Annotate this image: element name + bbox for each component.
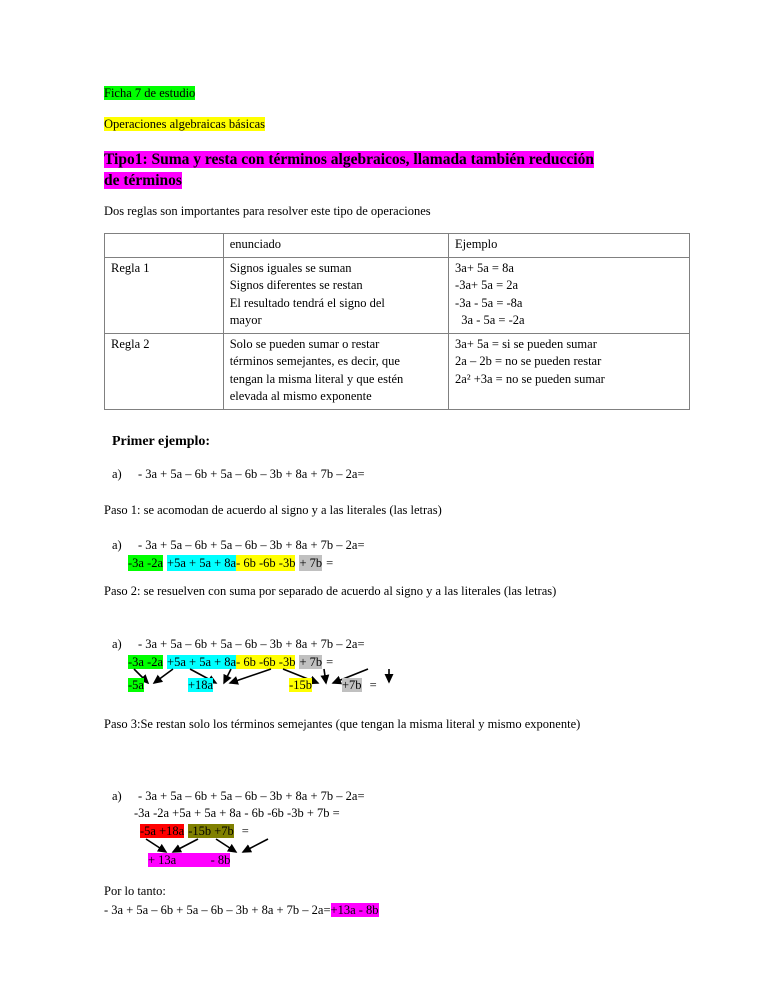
rule-2-statement-line: términos semejantes, es decir, que	[229, 354, 400, 368]
step1-equation: - 3a + 5a – 6b + 5a – 6b – 3b + 8a + 7b – 2a=	[137, 538, 365, 552]
step2-group-green: -3a -2a	[128, 655, 164, 669]
step2-result-cyan: +18a	[187, 678, 214, 692]
rule-2-statement-line: Solo se pueden sumar o restar	[229, 336, 380, 351]
step1-group-green: -3a -2a	[128, 556, 164, 570]
step2-result-equals: =	[369, 678, 377, 692]
table-header-row	[105, 234, 690, 258]
item-label: a)	[112, 538, 122, 552]
rule-2-statement-line: tengan la misma literal y que estén	[229, 371, 404, 386]
rule-1-statement	[223, 257, 448, 333]
item-label: a)	[112, 467, 122, 481]
example-equation-line	[112, 467, 365, 482]
step2-result-green: -5a	[128, 678, 144, 692]
rule-1-statement-line: El resultado tendrá el signo del	[229, 295, 385, 310]
step1-group-yellow: - 6b -6b -3b	[236, 556, 296, 570]
step2-text: Paso 2: se resuelven con suma por separado de acuerdo al signo y a las literales (las letras)	[104, 584, 557, 598]
rule-1-example-line: -3a+ 5a = 2a	[455, 278, 519, 292]
rule-2-example-line: 2a² +3a = no se pueden sumar	[455, 371, 605, 386]
conclusion-equation: - 3a + 5a – 6b + 5a – 6b – 3b + 8a + 7b – 2a=	[104, 903, 331, 917]
rule-1-example-line: 3a - 5a = -2a	[455, 313, 525, 327]
header-cell-enunciado: enunciado	[223, 234, 448, 258]
page-title	[104, 149, 604, 191]
item-label: a)	[112, 637, 122, 651]
step2-results	[128, 678, 377, 693]
rule-2-examples	[449, 333, 690, 409]
step1-equation-line	[112, 538, 365, 553]
subject-text: Operaciones algebraicas básicas	[104, 117, 266, 131]
step2-group-yellow: - 6b -6b -3b	[236, 655, 296, 669]
step3-plain-line: -3a -2a +5a + 5a + 8a - 6b -6b -3b + 7b =	[134, 806, 340, 820]
step3-text: Paso 3:Se restan solo los términos semejantes (que tengan la misma literal y mismo exponente)	[104, 717, 581, 731]
step1-group-gray: + 7b	[299, 556, 323, 570]
conclusion-result: +13a - 8b	[330, 903, 379, 917]
rule-1-examples	[449, 257, 690, 333]
step3-grouped-terms	[140, 824, 249, 839]
step2-result-gray: +7b	[342, 678, 362, 692]
table-row	[105, 257, 690, 333]
rule-2-statement-line: elevada al mismo exponente	[229, 389, 372, 403]
rule-1-example-line: 3a+ 5a = 8a	[455, 260, 514, 275]
conclusion-line	[104, 903, 379, 918]
step2-group-cyan: +5a + 5a + 8a	[167, 655, 237, 669]
step2-equals: =	[326, 655, 334, 669]
step1-grouped-terms	[128, 556, 333, 571]
example-equation: - 3a + 5a – 6b + 5a – 6b – 3b + 8a + 7b – 2a=	[137, 467, 365, 481]
rule-1-statement-line: Signos diferentes se restan	[229, 278, 363, 292]
step2-equation: - 3a + 5a – 6b + 5a – 6b – 3b + 8a + 7b – 2a=	[137, 637, 365, 651]
header-cell-ejemplo: Ejemplo	[449, 234, 690, 258]
step3-group-olive: -15b +7b	[188, 824, 234, 838]
rule-1-label: Regla 1	[105, 257, 224, 333]
rule-2-label: Regla 2	[105, 333, 224, 409]
rule-1-example-line: -3a - 5a = -8a	[455, 295, 523, 310]
step3-group-red: -5a +18a	[140, 824, 185, 838]
step3-equation: - 3a + 5a – 6b + 5a – 6b – 3b + 8a + 7b – 2a=	[137, 789, 365, 803]
step2-equation-line	[112, 637, 365, 652]
step1-text: Paso 1: se acomodan de acuerdo al signo y a las literales (las letras)	[104, 503, 442, 517]
rule-1-statement-line: mayor	[229, 313, 262, 327]
step1-equals: =	[326, 556, 334, 570]
rules-table	[104, 233, 690, 410]
table-row	[105, 333, 690, 409]
subject-line	[104, 117, 265, 132]
item-label: a)	[112, 789, 122, 803]
rule-2-example-line: 3a+ 5a = si se pueden sumar	[455, 336, 597, 351]
rule-1-statement-line: Signos iguales se suman	[229, 260, 352, 275]
header-note-line	[104, 86, 195, 101]
rule-2-example-line: 2a – 2b = no se pueden restar	[455, 354, 602, 368]
step3-equation-line	[112, 789, 365, 804]
header-note: Ficha 7 de estudio	[104, 86, 196, 100]
page-title-text: Tipo1: Suma y resta con términos algebraicos, llamada también reducción de términos	[104, 151, 594, 189]
step1-group-cyan: +5a + 5a + 8a	[167, 556, 237, 570]
rule-2-statement	[223, 333, 448, 409]
step2-result-yellow: -15b	[289, 678, 312, 692]
step3-equals: =	[241, 824, 249, 838]
step3-final-result: + 13a - 8b	[148, 853, 231, 867]
step2-group-gray: + 7b	[299, 655, 323, 669]
conclusion-label: Por lo tanto:	[104, 884, 166, 898]
example-heading: Primer ejemplo:	[112, 434, 211, 449]
header-cell-blank	[105, 234, 224, 258]
intro-text: Dos reglas son importantes para resolver este tipo de operaciones	[104, 204, 431, 218]
step3-result-row	[148, 853, 230, 868]
